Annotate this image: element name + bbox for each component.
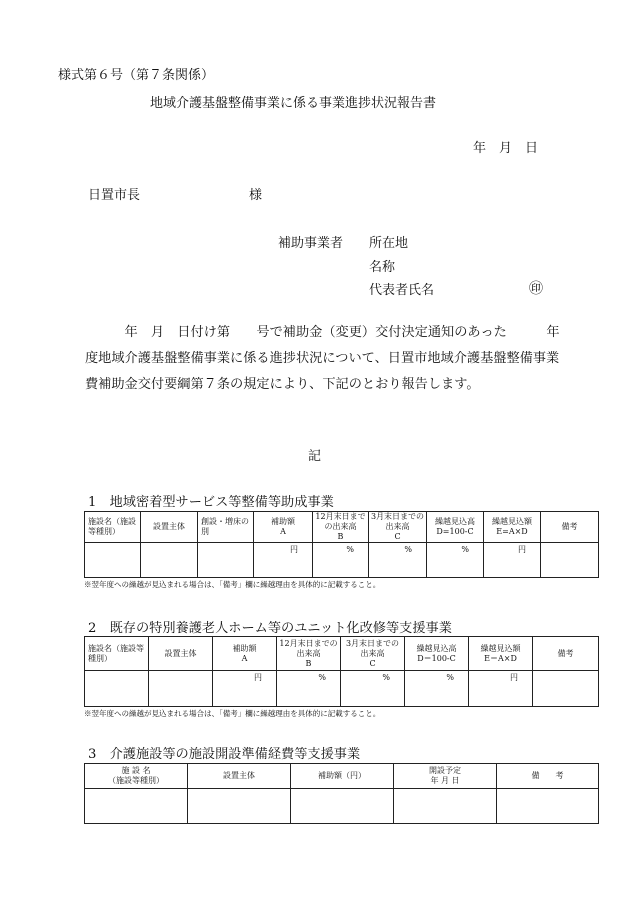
section2-title: 2 既存の特別養護老人ホーム等のユニット化改修等支援事業 xyxy=(88,621,452,636)
s1-cell-remarks[interactable] xyxy=(541,543,599,578)
s1-cell-carry-rate[interactable]: % xyxy=(427,543,484,578)
s3-header-subsidy: 補助額（円） xyxy=(291,764,394,789)
s3-header-remarks: 備 考 xyxy=(497,764,599,789)
s1-header-carry-amount-text: 繰越見込額 E=A×D xyxy=(492,517,532,536)
s2-header-subsidy-text: 補助額 A xyxy=(232,643,257,663)
s2-header-carry-amount xyxy=(469,637,533,671)
s1-header-subsidy xyxy=(254,512,313,543)
s1-header-type: 創設・増床の別 xyxy=(198,512,254,543)
s3-cell-operator[interactable] xyxy=(188,789,291,824)
applicant-label: 補助事業者 xyxy=(278,236,344,251)
s2-header-subsidy xyxy=(213,637,277,671)
section3-title: 3 介護施設等の施設開設準備経費等支援事業 xyxy=(88,747,361,762)
s1-header-carry-rate-text: 繰越見込高 D=100-C xyxy=(435,517,475,536)
s3-header-facility-text: 施 設 名 （施設等種別） xyxy=(108,766,164,785)
addressee: 日置市長 xyxy=(88,188,141,203)
s1-header-operator: 設置主体 xyxy=(141,512,198,543)
body-paragraph: 年 月 日付け第 号で補助金（変更）交付決定通知のあった 年度地域介護基盤整備事業に係る進捗状況について、日置市地域介護基盤整備事業費補助金交付要綱第７条の規定により、下記のとおり報告します。 xyxy=(85,325,560,392)
s1-cell-mar[interactable]: % xyxy=(369,543,427,578)
document-title: 地域介護基盤整備事業に係る事業進捗状況報告書 xyxy=(150,96,437,111)
s2-cell-subsidy[interactable]: 円 xyxy=(213,671,277,707)
s2-header-remarks: 備考 xyxy=(533,637,599,671)
representative-label: 代表者氏名 xyxy=(369,283,435,298)
s1-cell-type[interactable] xyxy=(198,543,254,578)
s2-cell-remarks[interactable] xyxy=(533,671,599,707)
s1-header-dec xyxy=(313,512,369,543)
section2-note: ※翌年度への繰越が見込まれる場合は、「備考」欄に繰越理由を具体的に記載すること。 xyxy=(84,709,381,718)
s1-cell-dec[interactable]: % xyxy=(313,543,369,578)
s3-header-open-date-text: 開設予定 年 月 日 xyxy=(429,766,461,785)
form-number: 様式第６号（第７条関係） xyxy=(58,68,215,83)
s2-header-carry-rate xyxy=(405,637,469,671)
s2-header-facility: 施設名（施設等種別） xyxy=(85,637,149,671)
s3-cell-open-date[interactable] xyxy=(394,789,497,824)
section1-table xyxy=(84,511,599,578)
s2-header-carry-rate-text: 繰越見込高 D＝100-C xyxy=(416,643,457,663)
section3-table xyxy=(84,763,599,824)
s3-cell-remarks[interactable] xyxy=(497,789,599,824)
s3-header-facility xyxy=(85,764,188,789)
s1-header-subsidy-text: 補助額 A xyxy=(271,517,295,536)
s1-cell-facility[interactable] xyxy=(85,543,141,578)
seal-mark: ㊞ xyxy=(529,281,543,297)
s1-header-carry-amount xyxy=(484,512,541,543)
s2-cell-dec[interactable]: % xyxy=(277,671,341,707)
s3-header-open-date xyxy=(394,764,497,789)
honorific: 様 xyxy=(249,188,263,203)
s2-header-mar xyxy=(341,637,405,671)
s2-cell-facility[interactable] xyxy=(85,671,149,707)
section1-note: ※翌年度への繰越が見込まれる場合は、「備考」欄に繰越理由を具体的に記載すること。 xyxy=(84,580,381,589)
s3-cell-subsidy[interactable] xyxy=(291,789,394,824)
name-label: 名称 xyxy=(369,260,396,275)
ki-label: 記 xyxy=(308,449,322,464)
s1-cell-subsidy[interactable]: 円 xyxy=(254,543,313,578)
s2-header-dec xyxy=(277,637,341,671)
s1-header-remarks: 備考 xyxy=(541,512,599,543)
s2-cell-operator[interactable] xyxy=(149,671,213,707)
section2-table xyxy=(84,636,599,707)
s2-header-carry-amount-text: 繰越見込額 E＝A×D xyxy=(480,643,521,663)
s1-cell-carry-amount[interactable]: 円 xyxy=(484,543,541,578)
s2-cell-carry-rate[interactable]: % xyxy=(405,671,469,707)
s1-header-dec-text: 12月末日までの出来高 B xyxy=(315,512,366,541)
s3-cell-facility[interactable] xyxy=(85,789,188,824)
s1-header-facility: 施設名（施設等種別） xyxy=(85,512,141,543)
s2-header-dec-text: 12月末日までの出来高 B xyxy=(279,638,338,668)
s2-cell-mar[interactable]: % xyxy=(341,671,405,707)
s2-cell-carry-amount[interactable]: 円 xyxy=(469,671,533,707)
section1-title: 1 地域密着型サービス等整備等助成事業 xyxy=(88,495,334,510)
s3-header-operator: 設置主体 xyxy=(188,764,291,789)
s1-cell-operator[interactable] xyxy=(141,543,198,578)
s2-header-operator: 設置主体 xyxy=(149,637,213,671)
s2-header-mar-text: 3月末日までの出来高 C xyxy=(345,638,400,668)
s1-header-carry-rate xyxy=(427,512,484,543)
s1-header-mar xyxy=(369,512,427,543)
address-label: 所在地 xyxy=(369,236,409,251)
date-line: 年 月 日 xyxy=(473,141,539,156)
s1-header-mar-text: 3月末日までの出来高 C xyxy=(370,512,425,541)
